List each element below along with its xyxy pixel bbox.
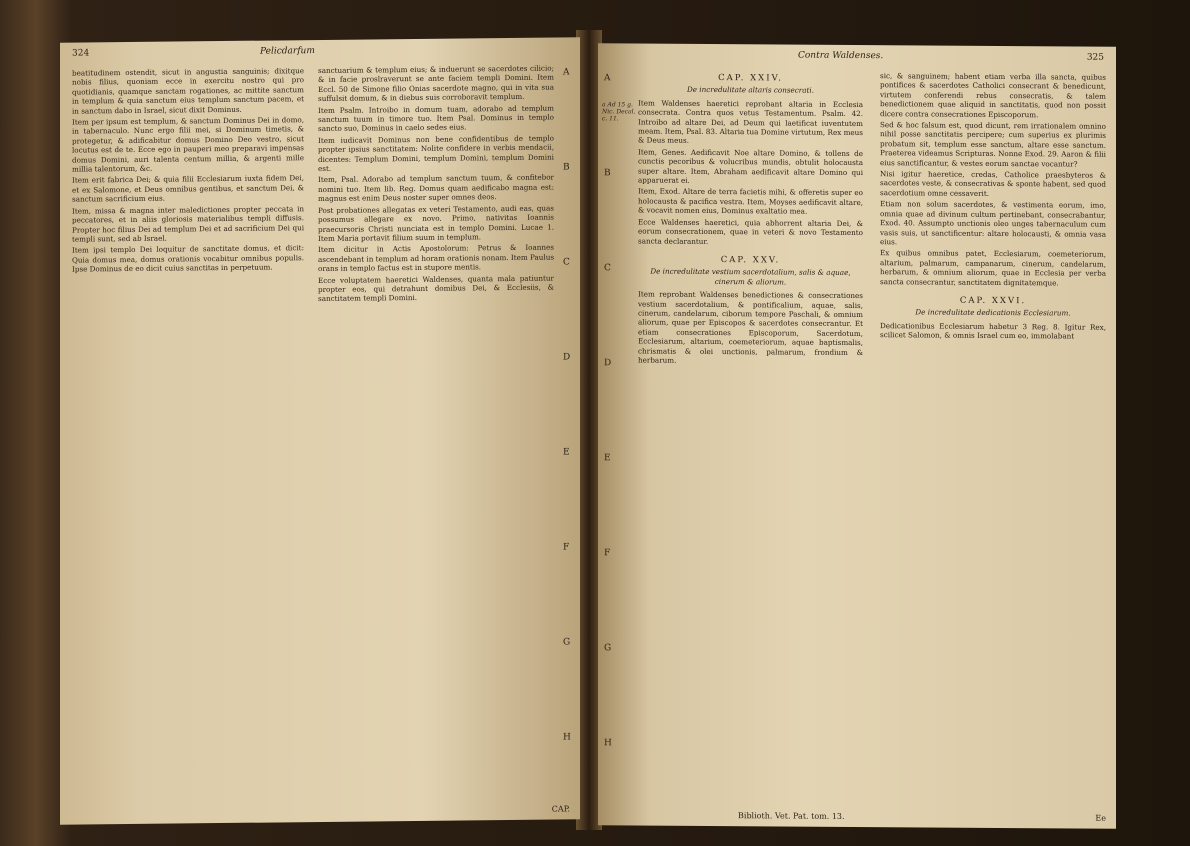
paragraph: Item, Psal. Adorabo ad templum sanctum tuum, & confitebor nomini tuo. Item lib. Reg. Domus quam aedificabo magna est: magnus est enim Deus noster super omnes deos. xyxy=(318,173,554,204)
margin-letter: C xyxy=(563,257,570,268)
side-note: a Ad 15 g. Nic. Decal. c. 11. xyxy=(602,101,636,123)
margin-letter: C xyxy=(604,263,611,274)
chapter-rubric: De incredulitate dedicationis Ecclesiarum. xyxy=(915,307,1071,318)
paragraph: Item, Genes. Aedificavit Noe altare Domino, & tollens de cunctis pecoribus & volucribus mundis, obtulit holocausta super altare. Item, Abraham aedificavit altare Domino qui apparuerat ei. xyxy=(638,147,863,185)
paragraph: Item, Exod. Altare de terra facietis mihi, & offeretis super eo holocausta & pacifica vestra. Item, Moyses aedificavit altare, & vocavit nomen eius, Dominus exaltatio mea. xyxy=(638,186,863,216)
right-page xyxy=(598,43,1116,829)
left-column-2 xyxy=(318,64,554,306)
signature-line: Biblioth. Vet. Pat. tom. 13. xyxy=(738,811,845,821)
margin-letter: E xyxy=(604,453,611,464)
paragraph: Item Psalm. Introibo in domum tuam, adorabo ad templum sanctum tuum in timore tuo. Item Psal. Dominus in templo sancto suo, Dominus in caelo sedes eius. xyxy=(318,103,554,134)
paragraph: beatitudinem ostendit, sicut in angustia sanguinis; dixitque nobis filius, quoniam ecce in exercitu nostro qui pro quotidianis, quamque sanctam rogationes, ac mittite sanctum in templum & quia sanctum eius templum sanctum pacem, et in sanctum dabo in Israel, sicut dixit Dominus. xyxy=(72,66,304,116)
paragraph: Ecce Waldenses haeretici, quia abhorrent altaria Dei, & eorum consecrationem, quae in veteri & novo Testamento sancta declarantur. xyxy=(638,217,863,246)
paragraph: Item ipsi templo Dei loquitur de sanctitate domus, et dicit: Quia domus mea, domus orationis vocabitur omnibus populis. Ipse Dominus de eo dicit cuius sanctitas in perpetuum. xyxy=(72,243,304,274)
left-catchword: CAP. xyxy=(551,804,570,814)
paragraph: Etiam non solum sacerdotes, & vestimenta eorum, imo, omnia quae ad divinum cultum pertinebant, consecrabantur, Exod. 40. Assumpto unctionis oleo unges tabernaculum cum vasis suis, ut sanctificentur: altare holocausti, & omnia vasa eius. xyxy=(880,199,1106,247)
paragraph: Item reprobant Waldenses benedictiones & consecrationes vestium sacerdotalium, & pontificalium, aquae, salis, cinerum, candelarum, ciborum tempore Paschali, & omnium aliorum, quae per Episcopos & sacerdotes consecrantur. Et etiam consecrationes Episcoporum, Sacerdotum, Ecclesiarum, altarium, coemeteriorum, aquae baptismalis, chrismatis & olei unctionis, palmarum, frondium & herbarum. xyxy=(638,289,863,365)
margin-letter: H xyxy=(604,738,612,749)
left-column-1 xyxy=(72,66,304,276)
paragraph: sanctuarium & templum eius; & induerunt se sacerdotes cilicio; & in facie proslraverunt se ante faciem templi Domini. Item Eccl. 50 de Simone filio Onias sacerdote magno, qui in vita sua suffulsit domum, & in diebus suis corroboravit templum. xyxy=(318,63,554,104)
chapter-heading: CAP. XXIV. xyxy=(718,73,783,84)
margin-letter: A xyxy=(604,73,611,84)
margin-letter: G xyxy=(563,637,571,648)
margin-letter: F xyxy=(604,548,611,559)
margin-letter: D xyxy=(604,358,612,369)
paragraph: Dedicationibus Ecclesiarum habetur 3 Reg. 8. Igitur Rex, scilicet Salomon, & omnis Israel cum eo, immolabant xyxy=(880,320,1106,341)
right-running-head: Contra Waldenses. xyxy=(798,50,884,62)
chapter-rubric: De incredulitate vestium sacerdotalium, salis & aquae, cinerum & aliorum. xyxy=(650,266,851,287)
paragraph: Item dicitur in Actis Apostolorum: Petrus & Ioannes ascendebant in templum ad horam orationis nonam. Item Paulus orans in templo factus est in stupore mentis. xyxy=(318,242,555,274)
chapter-rubric: De incredulitate altaris consecrati. xyxy=(687,85,814,96)
paragraph: Sed & hoc falsum est, quod dicunt, rem irrationalem omnino nihil posse sanctitatis percipere; cum superius ex plurimis probatum sit, templum esse sanctum, altare esse sanctum. Praeterea videamus Scripturas. Nonne Exod. 29. Aaron & filii eius sanctificantur, & vestes eorum sanctae vocantur? xyxy=(880,120,1106,169)
right-column-1 xyxy=(638,69,863,368)
margin-letter: B xyxy=(604,168,611,179)
margin-letter: G xyxy=(604,643,612,654)
margin-letter: F xyxy=(563,542,570,553)
left-page-number: 324 xyxy=(72,48,90,59)
right-column-2 xyxy=(880,71,1106,343)
chapter-heading: CAP. XXV. xyxy=(720,254,781,266)
left-running-head: Pelicdarfum xyxy=(260,46,315,57)
paragraph: sic, & sanguinem; habent etiam verba illa sancta, quibus pontifices & sacerdotes Catholici consecrant & benedicunt, virtutem conferendi rebus consecratis, & talem benedictionem quae aliquid in sanctitatis, quod non possit dicere contra consecrationes Episcoporum. xyxy=(880,71,1106,119)
paragraph: Post probationes allegatas ex veteri Testamento, audi eas, quas possumus allegare ex novo. Primo, nativitas Ioannis praecursoris Christi nunciata est in templo Domini. Lucae 1. Item Maria portavit filium suum in templum. xyxy=(318,203,554,243)
paragraph: Item Waldenses haeretici reprobant altaria in Ecclesia consecrata. Contra quos vetus Testamentum. Psalm. 42. Introibo ad altare Dei, ad Deum qui laetificat iuventutem meam. Item, Psal. 83. Altaria tua Domine virtutum, Rex meus & Deus meus. xyxy=(638,98,863,146)
paragraph: Ex quibus omnibus patet, Ecclesiarum, coemeteriorum, altarium, palmarum, campanarum, cinerum, candelarum, herbarum, & omnium aliorum, quae in Ecclesia per verba sancta consecrantur, sanctitatem dignitatemque. xyxy=(880,248,1106,287)
margin-letter: A xyxy=(563,67,570,78)
left-page xyxy=(60,37,580,824)
right-page-number: 325 xyxy=(1086,52,1104,63)
margin-letter: E xyxy=(563,447,570,458)
paragraph: Item per ipsum est templum, & sanctum Dominus Dei in domo, in tabernaculo. Nunc ergo filii mei, si Dominum timetis, & protegetur, & adificabitur domus Domino Deo vestro, sicut locutus est de te. Ecce ego in pauperi meo preparavi impensas domus Domini, auri talenta centum millia, & argenti mille millia talentorum, &c. xyxy=(72,115,304,174)
margin-letter: B xyxy=(563,162,570,173)
paragraph: Item, missa & magna inter maledictiones propter peccata in peccatores, et in aliis gloriosis materialibus templi diffusis. Propter hoc filius Dei ad templum Dei et ad sacrificium Dei qui templi sunt, sed ab Israel. xyxy=(72,203,304,244)
paragraph: Item erit fabrica Dei; & quia filii Ecclesiarum iuxta fidem Dei, et ex Salomone, et Deus omnibus gentibus, et sanctum Dei, & sanctum sacrificium eius. xyxy=(72,173,304,204)
paragraph: Nisi igitur haeretice, credas, Catholice praesbyteros & sacerdotes veste, & consecrativas & sponte habent, sed quod sacerdotium omne cessaverit. xyxy=(880,169,1106,198)
right-catchword: Ee xyxy=(1095,813,1106,823)
margin-letter: H xyxy=(563,732,571,743)
margin-letter: D xyxy=(563,352,571,363)
paragraph: Item iudicavit Dominus non bene confidentibus de templo propter ipsius sanctitatem: Nolite confidere in verbis mendacii, dicentes: Templum Domini, templum Domini, templum Domini est. xyxy=(318,133,554,174)
paragraph: Ecce voluptatem haeretici Waldenses, quanta mala patiuntur propter eos, qui detrahunt domibus Dei, & Ecclesiis, & sanctitatem templi Domini. xyxy=(318,273,554,304)
chapter-heading: CAP. XXVI. xyxy=(959,295,1027,307)
